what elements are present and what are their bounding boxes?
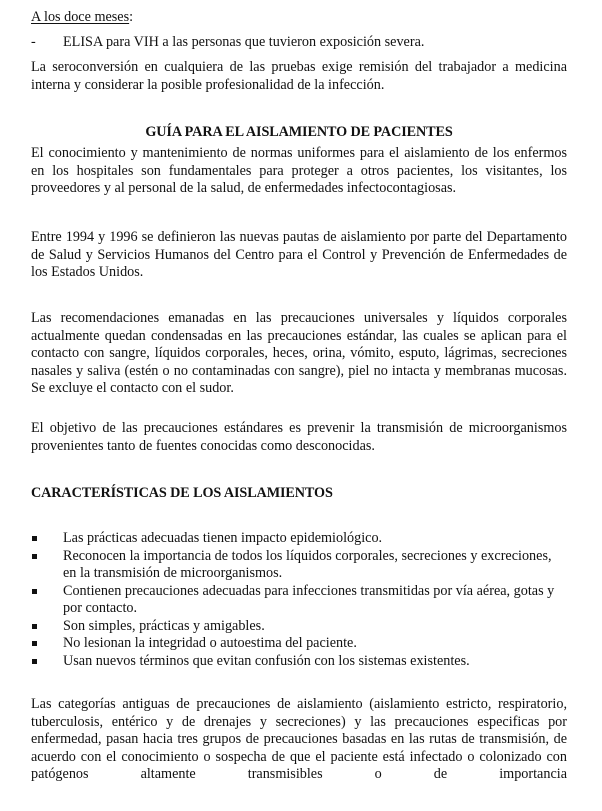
twelve-months-heading-text: A los doce meses xyxy=(31,9,130,25)
list-item-text: Las prácticas adecuadas tienen impacto epidemiológico. xyxy=(63,530,383,546)
seroconversion-note: La seroconversión en cualquiera de las pruebas exige remisión del trabajador a medicina interna y considerar la posible profesionalidad de la infección. xyxy=(31,59,567,93)
guide-paragraph-1: El conocimiento y mantenimiento de normas uniformes para el aislamiento de los enfermos en los hospitales son fundamentales para proteger a otros pacientes, los visitantes, los proveedores y al personal de la salud, de enfermedades infectocontagiosas. xyxy=(31,145,567,196)
guide-paragraph-2: Entre 1994 y 1996 se definieron las nuevas pautas de aislamiento por parte del Departamento de Salud y Servicios Humanos del Centro para el Control y Prevención de Enfermedades de los Estados Unidos. xyxy=(31,229,567,280)
square-bullet-icon xyxy=(32,554,37,559)
list-item-text: Usan nuevos términos que evitan confusión con los sistemas existentes. xyxy=(63,652,470,669)
list-item xyxy=(31,635,567,653)
list-item xyxy=(31,548,567,583)
guide-paragraph-4: El objetivo de las precauciones estándares es prevenir la transmisión de microorganismos provenientes tanto de fuentes conocidas como desconocidas. xyxy=(31,420,567,454)
dash-marker: - xyxy=(31,34,36,50)
square-bullet-icon xyxy=(32,589,37,594)
guide-title: GUÍA PARA EL AISLAMIENTO DE PACIENTES xyxy=(145,124,453,140)
characteristics-list-container xyxy=(31,530,567,670)
square-bullet-icon xyxy=(32,624,37,629)
list-item-text: Reconocen la importancia de todos los líquidos corporales, secreciones y excreciones, en la transmisión de microorganismos. xyxy=(63,547,552,581)
closing-paragraph: Las categorías antiguas de precauciones de aislamiento (aislamiento estricto, respiratorio, tuberculosis, entérico y de drenajes y secreciones) y las precauciones especificas por enfermedad, pasan hacia tres grupos de precauciones basadas en las rutas de transmisión, de acuerdo con el conocimiento o sospecha de que el paciente está infectado o colonizado con patógenos altamente transmisibles o de importancia xyxy=(31,696,567,782)
list-item xyxy=(31,653,567,671)
list-item-text: Contienen precauciones adecuadas para infecciones transmitidas por vía aérea, gotas y por contacto. xyxy=(63,582,555,616)
list-item xyxy=(31,618,567,636)
twelve-months-heading xyxy=(31,9,567,27)
characteristics-title: CARACTERÍSTICAS DE LOS AISLAMIENTOS xyxy=(31,485,333,501)
list-item xyxy=(31,583,567,618)
twelve-months-heading-colon: : xyxy=(129,9,134,25)
list-item-text: Son simples, prácticas y amigables. xyxy=(63,617,265,634)
twelve-months-item-text: ELISA para VIH a las personas que tuvieron exposición severa. xyxy=(63,34,425,50)
guide-paragraph-3: Las recomendaciones emanadas en las precauciones universales y líquidos corporales actualmente quedan condensadas en las precauciones estándar, las cuales se aplican para el contacto con sangre, líquidos corporales, heces, orina, vómito, esputo, lágrimas, secreciones nasales y saliva (estén o no contaminadas con sangre), piel no intacta y membranas mucosas. Se excluye el contacto con el sudor. xyxy=(31,310,567,396)
square-bullet-icon xyxy=(32,536,37,541)
list-item-text: No lesionan la integridad o autoestima del paciente. xyxy=(63,635,357,651)
twelve-months-item xyxy=(31,34,567,52)
characteristics-list xyxy=(31,530,567,670)
square-bullet-icon xyxy=(32,659,37,664)
square-bullet-icon xyxy=(32,641,37,646)
list-item xyxy=(31,530,567,548)
